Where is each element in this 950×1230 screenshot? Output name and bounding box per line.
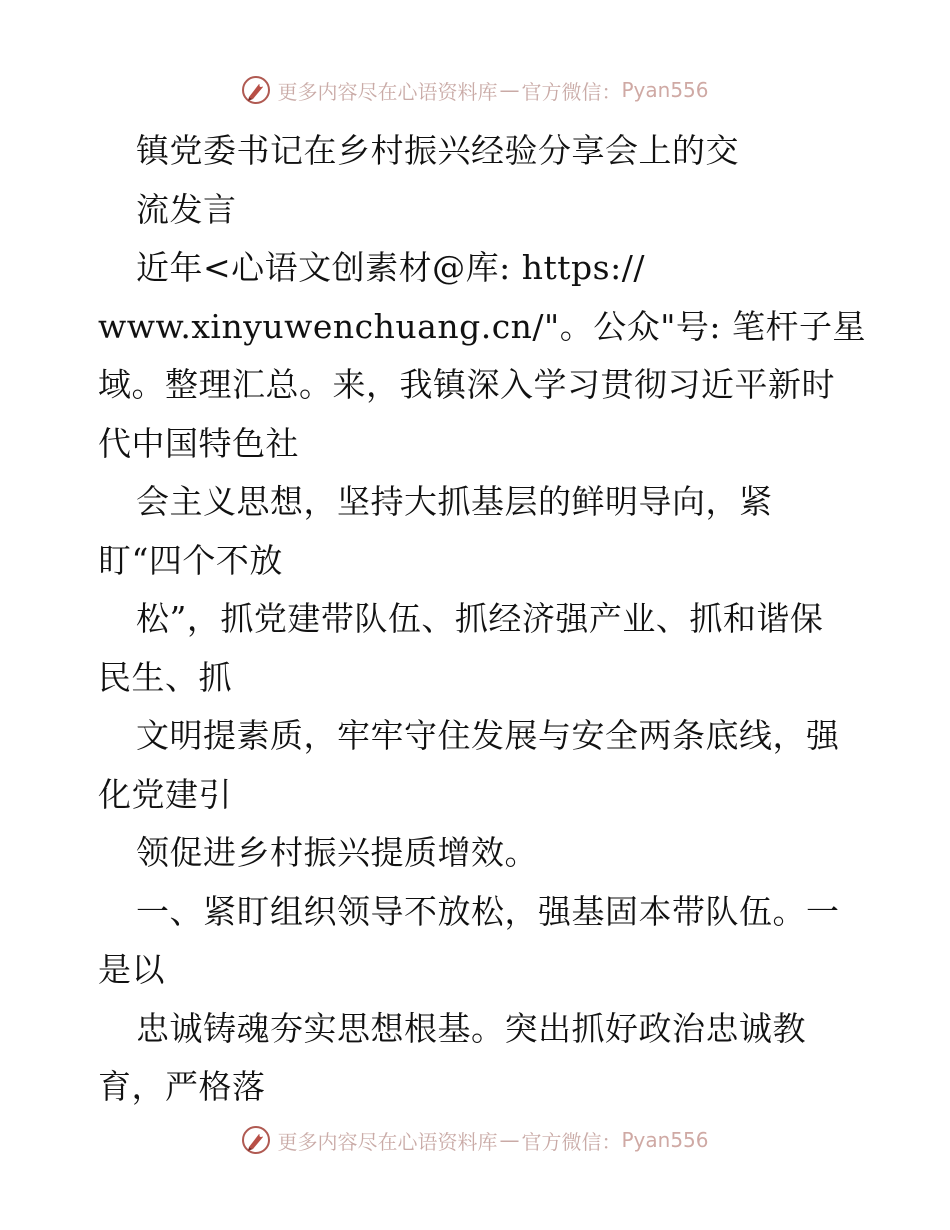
pen-nib-logo-icon bbox=[241, 75, 271, 105]
banner-left-text: 更多内容尽在心语资料库 bbox=[277, 1129, 498, 1154]
document-line: 忠诚铸魂夯实思想根基。突出抓好政治忠诚教 bbox=[136, 1008, 806, 1048]
pen-nib-logo-icon bbox=[241, 1125, 271, 1155]
document-line: www.xinyuwenchuang.cn/"。公众"号: 笔杆子星 bbox=[98, 306, 867, 346]
banner-right-text: 官方微信： bbox=[521, 79, 622, 104]
document-line: 民生、抓 bbox=[98, 657, 232, 697]
header-watermark-banner bbox=[0, 70, 950, 110]
banner-handle: Pyan556 bbox=[621, 1128, 709, 1152]
document-line: 松”，抓党建带队伍、抓经济强产业、抓和谐保 bbox=[136, 599, 824, 638]
document-line: 流发言 bbox=[136, 189, 237, 229]
document-line: 代中国特色社 bbox=[98, 423, 299, 463]
banner-handle: Pyan556 bbox=[621, 78, 709, 102]
document-line: 育，严格落 bbox=[98, 1067, 266, 1106]
document-line: 文明提素质，牢牢守住发展与安全两条底线，强 bbox=[136, 716, 840, 755]
document-line: 会主义思想，坚持大抓基层的鲜明导向，紧 bbox=[136, 482, 773, 521]
banner-separator: — bbox=[499, 1128, 520, 1152]
banner-separator: — bbox=[499, 78, 520, 102]
document-line: 一、紧盯组织领导不放松，强基固本带队伍。一 bbox=[136, 891, 840, 931]
document-line: 盯“四个不放 bbox=[98, 540, 283, 580]
document-line: 近年<心语文创素材@库: https:// bbox=[136, 248, 645, 287]
document-line: 化党建引 bbox=[98, 774, 232, 814]
footer-watermark-banner bbox=[0, 1120, 950, 1160]
document-line: 域。整理汇总。来，我镇深入学习贯彻习近平新时 bbox=[98, 365, 835, 404]
banner-right-text: 官方微信： bbox=[521, 1129, 622, 1154]
banner-left-text: 更多内容尽在心语资料库 bbox=[277, 79, 498, 104]
document-line: 镇党委书记在乡村振兴经验分享会上的交 bbox=[136, 131, 739, 170]
document-line: 是以 bbox=[98, 950, 165, 989]
document-line: 领促进乡村振兴提质增效。 bbox=[136, 833, 538, 872]
document-body bbox=[98, 122, 867, 1117]
